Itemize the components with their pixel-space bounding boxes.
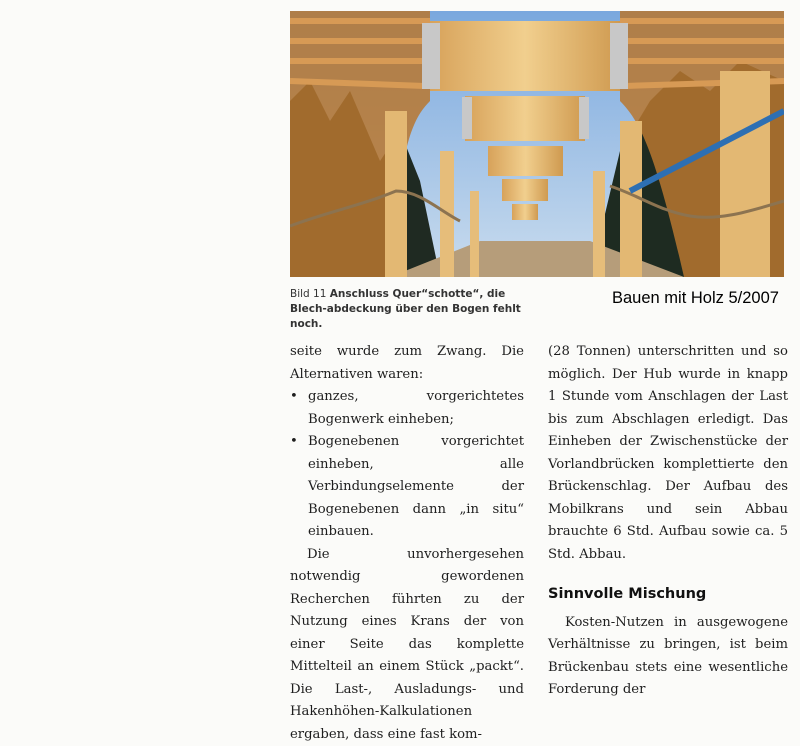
left-paragraph-1: seite wurde zum Zwang. Die Alternativen waren: [290,341,524,386]
section-heading: Sinnvolle Mischung [548,583,788,606]
caption-text: Anschluss Quer“schotte“, die Blech-abdeckung über den Bogen fehlt noch. [290,288,521,330]
source-label: Bauen mit Holz 5/2007 [612,289,779,308]
left-column [290,341,524,746]
bridge-photo [290,11,784,277]
right-column [548,341,788,702]
alternative-item-2: • Bogenebenen vorgerichtet einheben, alle Verbindungselemente der Bogenebenen dann „in situ“ einbauen. [290,431,524,544]
bridge-illustration [290,11,784,277]
figure-caption [290,287,530,332]
right-paragraph-1: (28 Tonnen) unterschritten und so möglich. Der Hub wurde in knapp 1 Stunde vom Anschlagen der Last bis zum Abschlagen erledigt. Das Einheben der Zwischenstücke der Vorlandbrücken komplettierte den Brückenschlag. Der Aufbau des Mobilkrans und sein Abbau brauchte 6 Std. Aufbau sowie ca. 5 Std. Abbau. [548,341,788,566]
alternative-item-1: • ganzes, vorgerichtetes Bogenwerk einheben; [290,386,524,431]
left-paragraph-2: Die unvorhergesehen notwendig gewordenen Recherchen führten zu der Nutzung eines Krans der von einer Seite das komplette Mittelteil an einem Stück „packt“. Die Last-, Ausladungs- und Hakenhöhen-Kalkulationen ergaben, dass eine fast kom- [290,544,524,746]
right-paragraph-2: Kosten-Nutzen in ausgewogene Verhältnisse zu bringen, ist beim Brückenbau stets eine wesentliche Forderung der [548,612,788,702]
alternatives-list [290,386,524,544]
caption-prefix: Bild 11 [290,288,326,300]
